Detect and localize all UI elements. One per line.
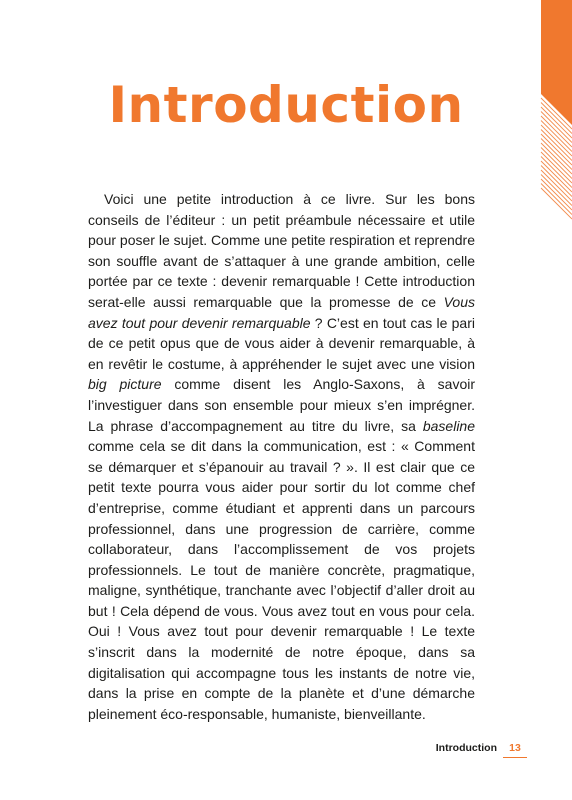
intro-paragraph	[88, 189, 475, 724]
page-number-underline	[503, 757, 527, 759]
paragraph-text-2: ? C’est en tout cas le pari de ce petit opus que de vous aider à devenir remarquable, à en revêtir le costume, à appréhender le sujet avec une vision	[88, 314, 475, 372]
page-number: 13	[509, 742, 521, 754]
page-number-box	[503, 740, 527, 758]
paragraph-text-1: Voici une petite introduction à ce livre. Sur les bons conseils de l’éditeur : un petit préambule nécessaire et utile pour poser le sujet. Comme une petite respiration et reprendre son souffle avant de s’attaquer à une grande ambition, celle portée par ce texte : devenir remarquable ! Cette introduction serat-elle aussi remarquable que la promesse de ce	[88, 191, 475, 310]
big-picture-emphasis: big picture	[88, 376, 162, 393]
page-title: Introduction	[108, 76, 464, 134]
paragraph-text-3: comme disent les Anglo-Saxons, à savoir l’investiguer dans son ensemble pour mieux s’en imprégner. La phrase d’accompagnement au titre du livre, sa	[88, 376, 476, 434]
running-head: Introduction	[435, 742, 497, 754]
book-title-emphasis: Vous avez tout pour devenir remarquable	[88, 293, 475, 331]
baseline-emphasis: baseline	[422, 417, 475, 434]
paragraph-text-4: comme cela se dit dans la communication, est : « Comment se démarquer et s’épanouir au travail ? ». Il est clair que ce petit texte pourra vous aider pour sortir du lot comme chef d’entreprise, comme étudiant et apprenti dans un parcours professionnel, dans une progression de carrière, comme collaborateur, dans l’accomplissement de vos projets professionnels. Le tout de manière concrète, pragmatique, maligne, synthétique, tranchante avec l’objectif d’aller droit au but ! Cela dépend de vous. Vous avez tout en vous pour cela. Oui ! Vous avez tout pour devenir remarquable ! Le texte s’inscrit dans la modernité de notre époque, dans sa digitalisation qui accompagne tous les instants de notre vie, dans la prise en compte de la planète et d’une démarche pleinement éco-responsable, humaniste, bienveillante.	[88, 438, 475, 722]
page-footer	[436, 740, 527, 758]
